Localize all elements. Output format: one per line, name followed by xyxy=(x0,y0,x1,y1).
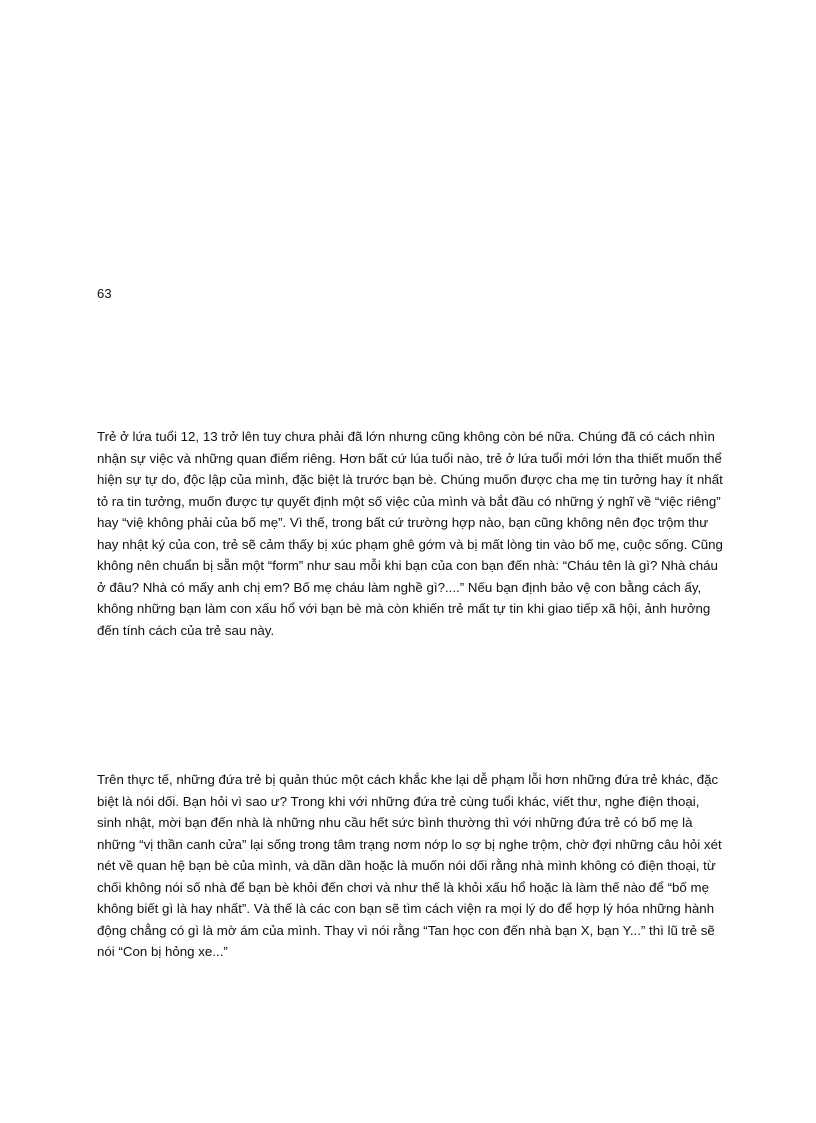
paragraph-2: Trên thực tế, những đứa trẻ bị quản thúc một cách khắc khe lại dễ phạm lỗi hơn những đứa trẻ khác, đặc biệt là nói dối. Bạn hỏi vì sao ư? Trong khi với những đứa trẻ cùng tuổi khác, viết thư, nghe điện thoại, sinh nhật, mời bạn đến nhà là những nhu cầu hết sức bình thường thì với những đứa trẻ có bố mẹ là những “vị thần canh cửa” lại sống trong tâm trạng nơm nớp lo sợ bị nghe trộm, chờ đợi những câu hỏi xét nét về quan hệ bạn bè của mình, và dần dần hoặc là muốn nói dối rằng nhà mình không có điện thoại, từ chối không nói số nhà để bạn bè khỏi đến chơi và như thế là khỏi xấu hổ hoặc là làm thế nào để “bố mẹ không biết gì là hay nhất”. Và thế là các con bạn sẽ tìm cách viện ra mọi lý do để hợp lý hóa những hành động chẳng có gì là mờ ám của mình. Thay vì nói rằng “Tan học con đến nhà bạn X, bạn Y...” thì lũ trẻ sẽ nói “Con bị hỏng xe...” xyxy=(97,772,722,959)
paragraph-1: Trẻ ở lứa tuổi 12, 13 trở lên tuy chưa phải đã lớn nhưng cũng không còn bé nữa. Chúng đã có cách nhìn nhận sự việc và những quan điểm riêng. Hơn bất cứ lúa tuổi nào, trẻ ở lứa tuổi mới lớn tha thiết muốn thể hiện sự tự do, độc lập của mình, đặc biệt là trước bạn bè. Chúng muốn được cha mẹ tin tưởng hay ít nhất tỏ ra tin tưởng, muốn được tự quyết định một số việc của mình và bắt đầu có những ý nghĩ về “việc riêng” hay “việ không phải của bố mẹ”. Vì thế, trong bất cứ trường hợp nào, bạn cũng không nên đọc trộm thư hay nhật ký của con, trẻ sẽ cảm thấy bị xúc phạm ghê gớm và bị mất lòng tin vào bố mẹ, cuộc sống. Cũng không nên chuẩn bị sẵn một “form” như sau mỗi khi bạn của con bạn đến nhà: “Cháu tên là gì? Nhà cháu ở đâu? Nhà có mấy anh chị em? Bố mẹ cháu làm nghề gì?....” Nếu bạn định bảo vệ con bằng cách ấy, không những bạn làm con xấu hổ với bạn bè mà còn khiến trẻ mất tự tin khi giao tiếp xã hội, ảnh hưởng đến tính cách của trẻ sau này. xyxy=(97,429,723,638)
page-number: 63 xyxy=(97,286,112,301)
